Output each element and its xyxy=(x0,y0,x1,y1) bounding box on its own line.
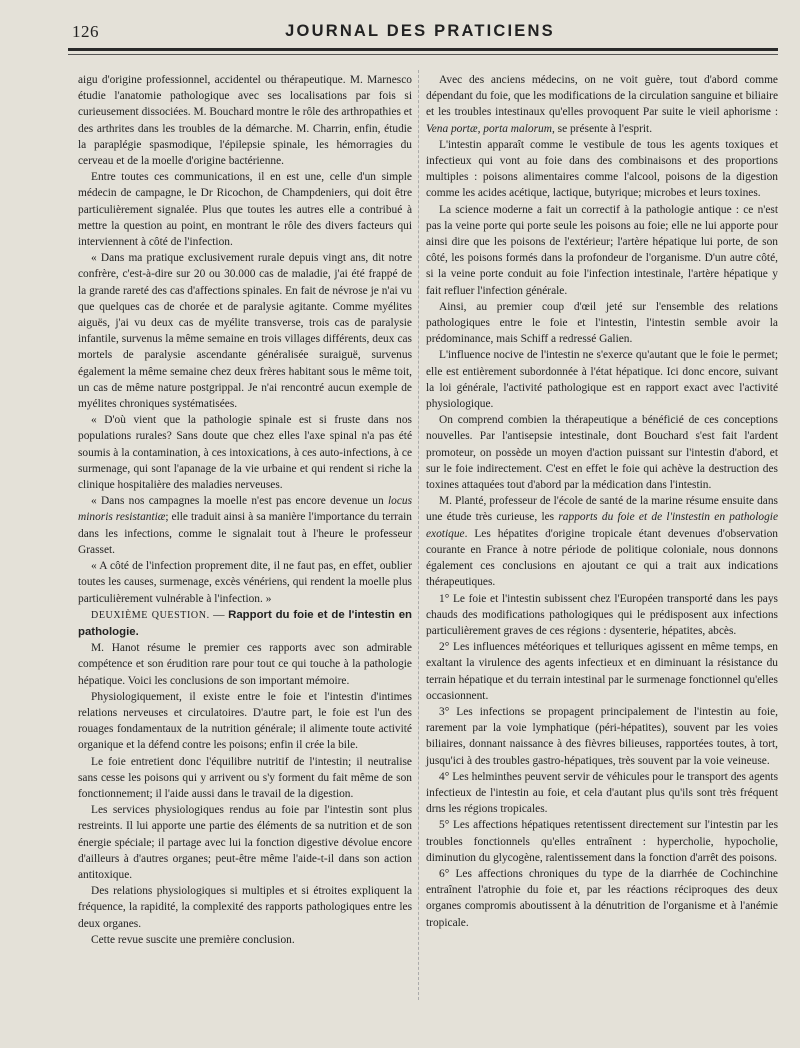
paragraph: 3° Les infections se propagent principalement de l'intestin au foie, rarement par la voie lymphatique (péri-hépatites), souvent par les voies biliaires, donnant naissance à des fièvres bilieuses, rapportées toutes, à tort, jusqu'ici à des troubles gastro-hépatiques, très souvent par la voie veineuse. xyxy=(426,705,778,767)
page-header xyxy=(68,18,772,52)
text-run: ; elle traduit ainsi à sa manière l'importance du terrain dans les infections, comme le signalait tout à l'heure le professeur Grasset. xyxy=(78,511,412,556)
paragraph: Entre toutes ces communications, il en est une, celle d'un simple médecin de campagne, le Dr Ricochon, de Champdeniers, qui doit être particulièrement signalée. Plus que toutes les autres elle a contribué à mettre la question au point, en montrant le rôle des divers facteurs qui interviennent à côté de l'infection. xyxy=(78,171,412,249)
italic-phrase: locus minoris resistantiæ xyxy=(78,495,412,524)
section-heading xyxy=(78,607,412,640)
italic-phrase: Vena portæ, porta malorum xyxy=(426,122,552,135)
paragraph: L'influence nocive de l'intestin ne s'exerce qu'autant que le foie le permet; elle est entièrement subordonnée à l'état hépatique. Ici donc encore, suivant la loi générale, l'activité pathologique est en rapport exact avec l'activité physiologique. xyxy=(426,349,778,411)
header-rule xyxy=(68,48,778,51)
page-number: 126 xyxy=(72,22,99,41)
text-run: . Les hépatites d'origine tropicale étant devenues d'observation courante en France à notre période de politique coloniale, nous donnons également ces conclusions en ajoutant ce qui a trait aux indications thérapeutiques. xyxy=(426,527,778,589)
paragraph xyxy=(426,72,778,137)
paragraph: Cette revue suscite une première conclusion. xyxy=(91,933,295,946)
column-divider xyxy=(418,70,419,1000)
paragraph: « A côté de l'infection proprement dite, il ne faut pas, en effet, oublier toutes les causes, surmenage, excès vénériens, qui rendent la moelle plus particulièrement vulnérable à l'infection. » xyxy=(78,560,412,605)
paragraph: M. Hanot résume le premier ces rapports avec son admirable compétence et son érudition rare pour tout ce qui touche à la pathologie hépatique. Voici les conclusions de son important mémoire. xyxy=(78,642,412,687)
paragraph: Des relations physiologiques si multiples et si étroites expliquent la fréquence, la rapidité, la complexité des rapports pathologiques entre les deux organes. xyxy=(78,885,412,930)
text-run: Avec des anciens médecins, on ne voit guère, tout d'abord comme dépendant du foie, que les modifications de la circulation sanguine et biliaire et les troubles intestinaux qu'elles provoquent Par suite le vieil aphorisme : xyxy=(426,74,778,119)
paragraph: L'intestin apparaît comme le vestibule de tous les agents toxiques et infectieux qui vont au foie dans des combinaisons et des proportions multiples : poisons alimentaires comme l'alcool, poisons de la digestion comme les acides acétique, lactique, butyrique; microbes et leurs toxines. xyxy=(426,138,778,200)
paragraph: Ainsi, au premier coup d'œil jeté sur l'ensemble des relations pathologiques entre le foie et l'intestin, l'intestin semble avoir la prédominance, mais Schiff a redressé Galien. xyxy=(426,300,778,346)
paragraph: 2° Les influences météoriques et telluriques agissent en même temps, en exaltant la virulence des agents infectieux et en diminuant la résistance du terrain hépatique et du terrain intestinal par le surmenage fonctionnel qu'elles occasionnent. xyxy=(426,641,778,702)
paragraph: On comprend combien la thérapeutique a bénéficié de ces conceptions nouvelles. Par l'antisepsie intestinale, dont Bouchard s'est fait l'ardent promoteur, on possède un moyen d'action puissant sur l'intestin d'abord, et sur le foie indirectement. C'est en effet le foie qui achève la destruction des toxines attaquées tout d'abord par la médication dans l'intestin. xyxy=(426,414,778,492)
paragraph: 5° Les affections hépatiques retentissent directement sur l'intestin par les troubles fonctionnels qu'elles entraînent : hypercholie, hypocholie, diminution du glycogène, ralentissement dans la fonction d'arrêt des poisons. xyxy=(426,819,778,864)
text-run: M. Planté, professeur de l'école de santé de la marine résume ensuite dans une étude très curieuse, les xyxy=(426,495,778,524)
paragraph: 1° Le foie et l'intestin subissent chez l'Européen transporté dans les pays chauds des modifications pathologiques qui le prédisposent aux infections particulièrement graves de ces régions : dysenterie, hépatites, abcès. xyxy=(426,592,778,637)
journal-title: JOURNAL DES PRATICIENS xyxy=(285,22,555,40)
paragraph xyxy=(78,493,412,558)
paragraph: Physiologiquement, il existe entre le foie et l'intestin d'intimes relations nerveuses et circulatoires. D'autre part, le foie est l'un des rouages fondamentaux de la nutrition générale; il alimente toute activité organique et la défend contre les poisons; enfin il crée la bile. xyxy=(78,690,412,752)
left-column xyxy=(78,72,412,948)
paragraph: « D'où vient que la pathologie spinale est si fruste dans nos populations rurales? Sans doute que chez elles l'axe spinal n'a pas été soumis à la contamination, à ces intoxications, à ces auto-infections, à ce surmenage, qui sont l'apanage de la vie urbaine et qui rendent si riche la clinique hospitalière des maladies nerveuses. xyxy=(78,414,412,492)
section-title: Rapport du foie et de l'intestin en pathologie. xyxy=(78,608,412,638)
text-run: , se présente à l'esprit. xyxy=(551,122,653,135)
paragraph: « Dans ma pratique exclusivement rurale depuis vingt ans, dit notre confrère, c'est-à-dire sur 20 ou 30.000 cas de maladie, j'ai été frappé de la grande rareté des cas d'affections spinales. En fait de névrose je n'ai vu que quelques cas de chorée et de paralysie agitante. Comme myélites aiguës, j'ai vu deux cas de myélite transverse, trois cas de paralysie infantile, survenus la même semaine en trois villages différents, deux cas mortels de paralysie ascendante généralisée suraiguë, survenus également la même semaine chez deux frères habitant sous le même toit, un cas de même nature postgrippal. Je n'ai rencontré aucun exemple de myélites chroniques systématisées. xyxy=(78,252,412,411)
header-rule-thin xyxy=(68,54,778,55)
italic-phrase: rapports du foie et de l'instestin en pathologie exotique xyxy=(426,511,779,540)
paragraph: aigu d'origine professionnel, accidentel ou thérapeutique. M. Marnesco étudie l'anatomie pathologique avec ses localisations par fois si curieusement dissociées. M. Bouchard montre le rôle des arthropathies et des arthrites dans les troubles de la démarche. M. Charrin, enfin, étudie la paraplégie spasmodique, l'épilepsie spinale, les hémorragies du cerveau et de la moelle d'origine bactérienne. xyxy=(78,74,412,168)
right-column xyxy=(426,72,778,931)
paragraph: Le foie entretient donc l'équilibre nutritif de l'intestin; il neutralise sans cesse les poisons qui y arrivent ou s'y forment du fait même de son fonctionnement; il l'aide aussi dans le travail de la digestion. xyxy=(78,755,412,800)
section-dash: — xyxy=(209,608,229,621)
text-run: « Dans nos campagnes la moelle n'est pas encore devenue un xyxy=(91,495,388,508)
paragraph: 6° Les affections chroniques du type de la diarrhée de Cochinchine entraînent l'atrophie du foie et, par les réactions réciproques des deux organes compromis aboutissent à la dénutrition de l'organisme et à l'anémie tropicale. xyxy=(426,867,778,929)
paragraph: Les services physiologiques rendus au foie par l'intestin sont plus restreints. Il lui apporte une partie des éléments de sa nutrition et de son énergie spéciale; il partage avec lui la fonction digestive dévolue encore d'ailleurs à d'autres organes; peut-être même l'aide-t-il dans son action antitoxique. xyxy=(78,804,412,881)
paragraph xyxy=(426,493,778,590)
paragraph: La science moderne a fait un correctif à la pathologie antique : ce n'est pas la veine porte qui porte seule les poisons au foie; elle ne lui apporte pour ainsi dire que les poisons de l'extérieur; l'artère hépatique lui porte, de son côté, les poisons formés dans la profondeur de l'organisme. D'un autre côté, si la veine porte conduit au foie l'infection intestinale, l'artère hépatique y fait refluer l'infection générale. xyxy=(426,203,778,297)
paragraph: 4° Les helminthes peuvent servir de véhicules pour le transport des agents infectieux de l'intestin au foie, et cela d'autant plus qu'ils sont très fréquent drns les régions tropicales. xyxy=(426,770,778,816)
section-label: DEUXIÈME QUESTION. xyxy=(91,609,210,621)
